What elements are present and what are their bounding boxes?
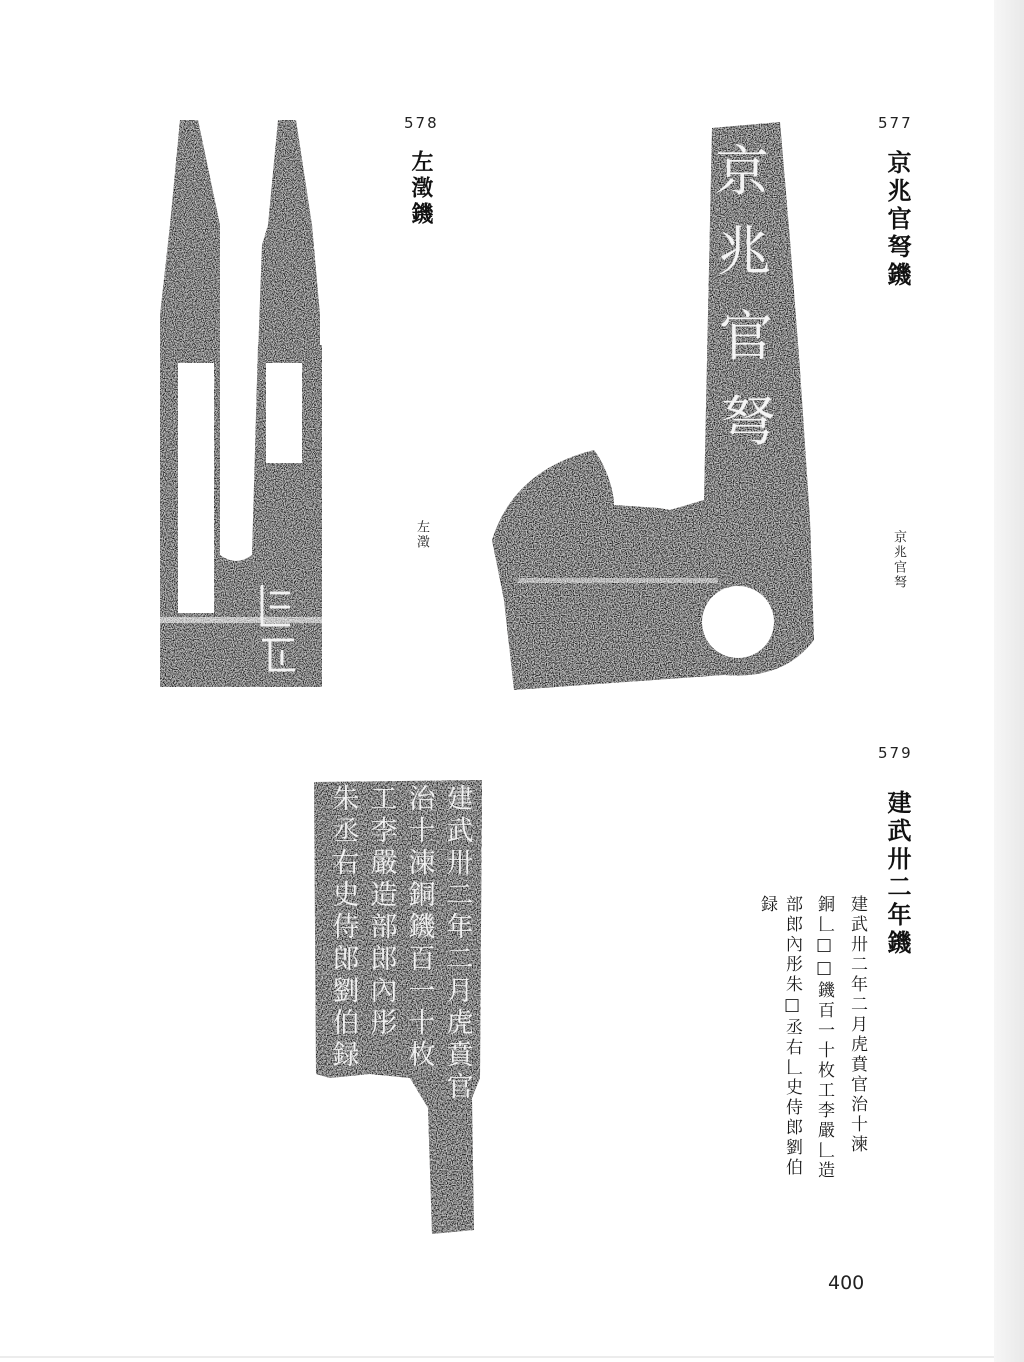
item-579-text-line-3: 部郎內彤朱□丞右𠃊史侍郎劉伯	[782, 895, 802, 1178]
svg-text:虎: 虎	[446, 1008, 474, 1039]
svg-text:部: 部	[370, 912, 398, 943]
svg-text:枚: 枚	[408, 1040, 436, 1071]
item-578-rubbing-image	[150, 115, 330, 695]
svg-text:內: 內	[370, 976, 398, 1007]
bottom-rule	[0, 1356, 994, 1358]
svg-text:月: 月	[446, 976, 474, 1007]
item-578-slot-right	[266, 363, 302, 463]
svg-text:工: 工	[370, 784, 398, 815]
svg-text:朱: 朱	[332, 784, 360, 815]
svg-text:十: 十	[408, 1008, 436, 1039]
svg-text:二: 二	[446, 944, 474, 975]
svg-text:彤: 彤	[370, 1008, 398, 1039]
svg-text:年: 年	[446, 912, 474, 943]
item-579-number: 579	[878, 744, 913, 762]
svg-text:十: 十	[408, 816, 436, 847]
item-579-rubbing-image	[310, 778, 486, 1236]
svg-text:一: 一	[408, 976, 436, 1007]
svg-text:侍: 侍	[332, 912, 360, 943]
inscription-char-4: 弩	[721, 390, 775, 453]
item-579-text-line-1: 建武卅二年二月虎賁官治十湅	[847, 895, 867, 1155]
item-579-title: 建武卅二年鐖	[883, 790, 911, 958]
inscription-char-2: 兆	[717, 220, 771, 283]
svg-text:史: 史	[332, 880, 360, 911]
svg-text:卅: 卅	[446, 848, 474, 879]
svg-text:武: 武	[446, 816, 474, 847]
item-578-number: 578	[404, 114, 439, 132]
svg-text:李: 李	[370, 816, 398, 847]
svg-text:嚴: 嚴	[370, 848, 398, 879]
svg-text:劉: 劉	[332, 976, 360, 1007]
item-577-number: 577	[878, 114, 913, 132]
item-577-title: 京兆官弩鐖	[883, 150, 911, 290]
inscription-char-1: 京	[715, 140, 769, 203]
svg-text:賁: 賁	[446, 1040, 474, 1071]
svg-text:郎: 郎	[332, 944, 360, 975]
item-579-text-line-4: 録	[757, 895, 777, 915]
svg-text:郎: 郎	[370, 944, 398, 975]
item-578-caption: 左澂	[414, 520, 429, 550]
svg-text:官: 官	[446, 1072, 474, 1103]
svg-text:二: 二	[446, 880, 474, 911]
item-578-slot-left	[178, 363, 214, 613]
svg-text:右: 右	[332, 848, 360, 879]
page-number: 400	[828, 1272, 865, 1294]
svg-text:録: 録	[332, 1040, 360, 1071]
svg-text:湅: 湅	[408, 848, 436, 879]
item-577-pivot-hole	[702, 586, 774, 658]
svg-text:建: 建	[446, 784, 474, 815]
item-578-title: 左澂鐖	[408, 150, 433, 228]
svg-text:伯: 伯	[332, 1008, 360, 1039]
svg-text:治: 治	[408, 784, 436, 815]
item-577-rubbing-image	[484, 120, 820, 692]
page-edge-shadow	[994, 0, 1024, 1362]
svg-text:鐖: 鐖	[408, 912, 436, 943]
svg-text:百: 百	[408, 944, 436, 975]
item-579-text-line-2: 銅𠃊□□鐖百一十枚工李嚴𠃊造	[814, 895, 834, 1181]
svg-text:造: 造	[370, 880, 398, 911]
svg-text:銅: 銅	[408, 880, 436, 911]
inscription-char-3: 官	[719, 305, 773, 368]
svg-text:丞: 丞	[332, 816, 360, 847]
item-577-caption: 京兆官弩	[891, 530, 906, 590]
